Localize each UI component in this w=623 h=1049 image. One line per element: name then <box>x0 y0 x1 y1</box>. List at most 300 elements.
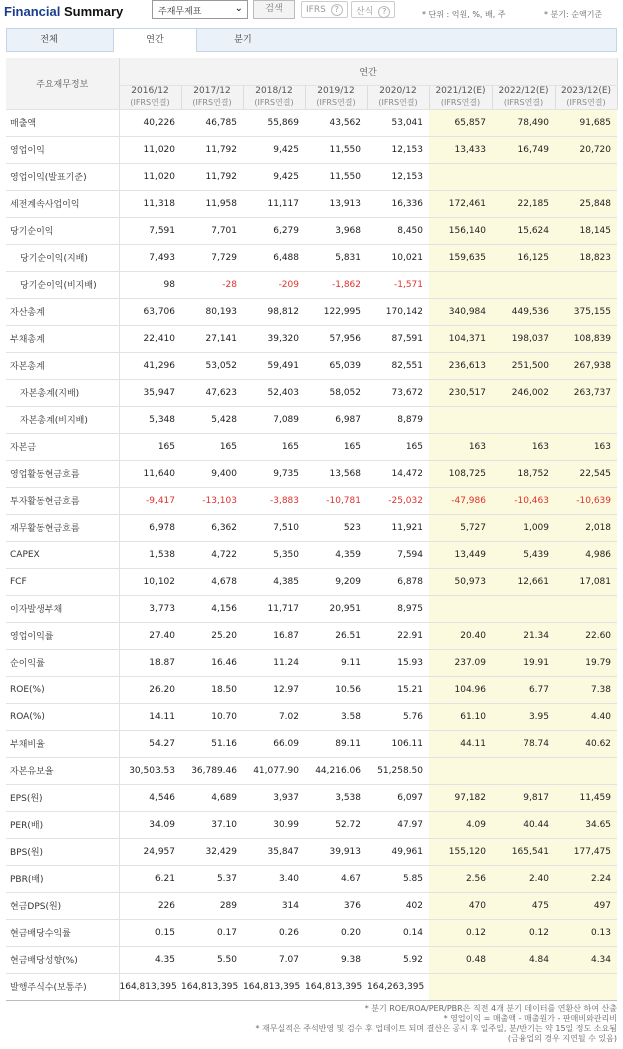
table-cell: 13,913 <box>305 190 367 217</box>
table-cell: 12.97 <box>243 676 305 703</box>
table-cell: 35,947 <box>119 379 181 406</box>
table-cell <box>492 406 555 433</box>
table-cell: 11,117 <box>243 190 305 217</box>
table-cell: 7.38 <box>555 676 617 703</box>
table-cell: 63,706 <box>119 298 181 325</box>
row-label: 부채총계 <box>6 325 119 352</box>
table-cell: 6.77 <box>492 676 555 703</box>
table-cell: -47,986 <box>429 487 492 514</box>
table-cell: 3,773 <box>119 595 181 622</box>
table-cell: 9.38 <box>305 946 367 973</box>
table-cell: -13,103 <box>181 487 243 514</box>
table-cell: 1,538 <box>119 541 181 568</box>
table-cell: 18,752 <box>492 460 555 487</box>
table-cell: 6,362 <box>181 514 243 541</box>
table-cell: 15.93 <box>367 649 429 676</box>
row-label: 순이익률 <box>6 649 119 676</box>
table-cell: 11,459 <box>555 784 617 811</box>
table-cell: 475 <box>492 892 555 919</box>
table-cell: 0.20 <box>305 919 367 946</box>
table-row <box>6 379 617 406</box>
table-cell: 267,938 <box>555 352 617 379</box>
table-cell: 44.11 <box>429 730 492 757</box>
table-cell: 5,727 <box>429 514 492 541</box>
row-label: FCF <box>6 568 119 595</box>
row-label: 당기순이익 <box>6 217 119 244</box>
table-cell: 230,517 <box>429 379 492 406</box>
column-period: 2023/12(E) <box>560 86 612 96</box>
table-cell: 6,978 <box>119 514 181 541</box>
table-cell: 40.62 <box>555 730 617 757</box>
table-cell: 165,541 <box>492 838 555 865</box>
table-row <box>6 487 617 514</box>
table-cell <box>429 271 492 298</box>
row-label: 부채비율 <box>6 730 119 757</box>
column-header <box>492 85 555 109</box>
table-row <box>6 217 617 244</box>
row-label: PBR(배) <box>6 865 119 892</box>
table-cell <box>492 163 555 190</box>
table-cell: 164,813,395 <box>119 973 181 1000</box>
table-cell: 4.35 <box>119 946 181 973</box>
table-cell: 51,258.50 <box>367 757 429 784</box>
table-cell: 19.91 <box>492 649 555 676</box>
table-cell: 89.11 <box>305 730 367 757</box>
table-cell: 108,839 <box>555 325 617 352</box>
unit-text: * 단위 : 억원, %, 배, 주 <box>422 10 506 19</box>
table-cell <box>555 271 617 298</box>
table-cell: 98,812 <box>243 298 305 325</box>
financial-summary-table <box>6 58 618 1001</box>
row-label: PER(배) <box>6 811 119 838</box>
select-value: 주재무제표 <box>158 7 202 17</box>
basis-text: * 분기: 순액기준 <box>544 10 603 19</box>
table-cell: 108,725 <box>429 460 492 487</box>
table-row <box>6 784 617 811</box>
table-cell: 27,141 <box>181 325 243 352</box>
table-cell: 16.46 <box>181 649 243 676</box>
table-cell: 226 <box>119 892 181 919</box>
table-cell: 5.92 <box>367 946 429 973</box>
table-cell: 16,125 <box>492 244 555 271</box>
table-cell: 7,701 <box>181 217 243 244</box>
table-cell <box>492 595 555 622</box>
table-cell: 10,102 <box>119 568 181 595</box>
table-cell: 9,735 <box>243 460 305 487</box>
table-cell: 10,021 <box>367 244 429 271</box>
table-cell: 289 <box>181 892 243 919</box>
table-cell: 39,913 <box>305 838 367 865</box>
column-header <box>429 85 492 109</box>
table-cell: 165 <box>181 433 243 460</box>
row-label: 자산총계 <box>6 298 119 325</box>
table-cell <box>429 163 492 190</box>
table-cell: 80,193 <box>181 298 243 325</box>
table-cell: 22.60 <box>555 622 617 649</box>
title-part2: Summary <box>63 4 124 19</box>
table-row <box>6 190 617 217</box>
row-label: ROE(%) <box>6 676 119 703</box>
column-header <box>555 85 617 109</box>
row-label: ROA(%) <box>6 703 119 730</box>
table-cell: 106.11 <box>367 730 429 757</box>
table-cell: 251,500 <box>492 352 555 379</box>
table-cell: -1,862 <box>305 271 367 298</box>
table-cell: 449,536 <box>492 298 555 325</box>
tab-all[interactable]: 전체 <box>40 35 58 45</box>
column-basis: (IFRS연결) <box>503 98 544 107</box>
table-cell: 25,848 <box>555 190 617 217</box>
table-cell: 55,869 <box>243 109 305 136</box>
table-cell: 4,156 <box>181 595 243 622</box>
table-cell: -10,463 <box>492 487 555 514</box>
footnote: (금융업의 경우 지연될 수 있음) <box>507 1034 617 1043</box>
table-cell: 164,813,395 <box>243 973 305 1000</box>
table-cell: 8,879 <box>367 406 429 433</box>
table-cell: 156,140 <box>429 217 492 244</box>
table-cell: 340,984 <box>429 298 492 325</box>
table-cell: 165 <box>305 433 367 460</box>
table-cell: 122,995 <box>305 298 367 325</box>
column-header <box>243 85 305 109</box>
table-cell: 37.10 <box>181 811 243 838</box>
table-cell: 0.48 <box>429 946 492 973</box>
table-cell: 6,097 <box>367 784 429 811</box>
table-cell: 10.56 <box>305 676 367 703</box>
column-header <box>367 85 429 109</box>
row-label: 현금배당수익률 <box>6 919 119 946</box>
table-cell: 5,831 <box>305 244 367 271</box>
table-cell: 11,792 <box>181 136 243 163</box>
table-cell: 9,817 <box>492 784 555 811</box>
table-cell: 6,279 <box>243 217 305 244</box>
table-cell: -10,781 <box>305 487 367 514</box>
table-cell: 87,591 <box>367 325 429 352</box>
table-cell <box>555 163 617 190</box>
table-cell: 73,672 <box>367 379 429 406</box>
row-label: 현금DPS(원) <box>6 892 119 919</box>
table-cell: 1,009 <box>492 514 555 541</box>
table-cell: 4,546 <box>119 784 181 811</box>
table-cell: 263,737 <box>555 379 617 406</box>
row-label: 영업이익률 <box>6 622 119 649</box>
table-row <box>6 406 617 433</box>
table-cell: 314 <box>243 892 305 919</box>
table-cell: 5,428 <box>181 406 243 433</box>
table-cell: 163 <box>429 433 492 460</box>
row-label: 현금배당성향(%) <box>6 946 119 973</box>
table-cell: 43,562 <box>305 109 367 136</box>
table-cell: 11,717 <box>243 595 305 622</box>
table-cell: 165 <box>119 433 181 460</box>
group-header: 연간 <box>119 58 617 85</box>
table-cell: 49,961 <box>367 838 429 865</box>
table-cell: 2.40 <box>492 865 555 892</box>
table-cell: 59,491 <box>243 352 305 379</box>
table-cell: 497 <box>555 892 617 919</box>
table-row <box>6 946 617 973</box>
table-cell: 4,385 <box>243 568 305 595</box>
table-row <box>6 541 617 568</box>
table-cell: 237.09 <box>429 649 492 676</box>
table-cell: 51.16 <box>181 730 243 757</box>
table-cell: 20.40 <box>429 622 492 649</box>
row-label: 당기순이익(비지배) <box>6 271 119 298</box>
column-basis: (IFRS연결) <box>566 98 606 107</box>
column-basis: (IFRS연결) <box>130 98 170 107</box>
table-cell: 5.85 <box>367 865 429 892</box>
table-cell: 2,018 <box>555 514 617 541</box>
table-cell: 0.12 <box>429 919 492 946</box>
table-cell: 65,857 <box>429 109 492 136</box>
table-cell: 0.14 <box>367 919 429 946</box>
table-cell: 6.21 <box>119 865 181 892</box>
title-part1: Financial <box>4 4 61 19</box>
table-cell: 0.15 <box>119 919 181 946</box>
table-cell: 9,425 <box>243 163 305 190</box>
table-cell: 50,973 <box>429 568 492 595</box>
table-row <box>6 352 617 379</box>
table-cell: 15.21 <box>367 676 429 703</box>
table-row <box>6 136 617 163</box>
table-cell: 22,410 <box>119 325 181 352</box>
table-cell: 4.34 <box>555 946 617 973</box>
table-cell: 19.79 <box>555 649 617 676</box>
table-cell: 20,720 <box>555 136 617 163</box>
table-cell: 35,847 <box>243 838 305 865</box>
table-cell: 4.09 <box>429 811 492 838</box>
table-cell: 13,433 <box>429 136 492 163</box>
table-cell: 3,937 <box>243 784 305 811</box>
table-cell: 5,439 <box>492 541 555 568</box>
row-label: 발행주식수(보통주) <box>6 973 119 1000</box>
footnotes <box>97 1004 617 1044</box>
table-cell: 57,956 <box>305 325 367 352</box>
table-cell: 36,789.46 <box>181 757 243 784</box>
table-cell: 2.24 <box>555 865 617 892</box>
table-cell: 97,182 <box>429 784 492 811</box>
table-row <box>6 919 617 946</box>
table-cell: 7.07 <box>243 946 305 973</box>
table-cell: 13,449 <box>429 541 492 568</box>
table-row <box>6 271 617 298</box>
table-cell: -209 <box>243 271 305 298</box>
table-cell: 9.11 <box>305 649 367 676</box>
row-label: 당기순이익(지배) <box>6 244 119 271</box>
table-cell: 11,792 <box>181 163 243 190</box>
column-period: 2021/12(E) <box>435 86 486 96</box>
table-cell: 16,336 <box>367 190 429 217</box>
table-cell <box>555 973 617 1000</box>
statement-type-select[interactable] <box>152 0 248 19</box>
column-period: 2017/12 <box>193 86 231 96</box>
table-cell: 0.26 <box>243 919 305 946</box>
toolbar <box>0 0 623 24</box>
table-row <box>6 244 617 271</box>
table-row <box>6 595 617 622</box>
table-cell: 11,640 <box>119 460 181 487</box>
table-cell: 20,951 <box>305 595 367 622</box>
table-row <box>6 676 617 703</box>
table-row <box>6 649 617 676</box>
table-cell: 44,216.06 <box>305 757 367 784</box>
table-row <box>6 865 617 892</box>
table-cell: 164,813,395 <box>305 973 367 1000</box>
table-cell: 3.58 <box>305 703 367 730</box>
column-period: 2022/12(E) <box>498 86 549 96</box>
table-cell: 4,678 <box>181 568 243 595</box>
ifrs-label: IFRS <box>306 5 326 15</box>
table-cell: 6,878 <box>367 568 429 595</box>
table-cell: 47.97 <box>367 811 429 838</box>
table-cell: 61.10 <box>429 703 492 730</box>
table-cell <box>492 973 555 1000</box>
table-cell: 7.02 <box>243 703 305 730</box>
table-cell: 3,968 <box>305 217 367 244</box>
table-cell: 46,785 <box>181 109 243 136</box>
row-label: 세전계속사업이익 <box>6 190 119 217</box>
table-cell: 0.17 <box>181 919 243 946</box>
column-period: 2018/12 <box>255 86 293 96</box>
column-header <box>181 85 243 109</box>
table-cell: 4.67 <box>305 865 367 892</box>
table-cell: 98 <box>119 271 181 298</box>
table-cell: 0.12 <box>492 919 555 946</box>
table-cell: 9,425 <box>243 136 305 163</box>
table-cell <box>555 757 617 784</box>
row-label: BPS(원) <box>6 838 119 865</box>
table-cell: 11,958 <box>181 190 243 217</box>
table-cell: 40,226 <box>119 109 181 136</box>
table-cell: 164,813,395 <box>181 973 243 1000</box>
table-cell: 24,957 <box>119 838 181 865</box>
table-cell: 3.40 <box>243 865 305 892</box>
table-cell: 104.96 <box>429 676 492 703</box>
table-cell: 39,320 <box>243 325 305 352</box>
row-header: 주요재무정보 <box>6 58 119 109</box>
tab-annual[interactable]: 연간 <box>113 29 197 52</box>
table-cell <box>492 271 555 298</box>
table-cell: 4,689 <box>181 784 243 811</box>
table-cell: 12,661 <box>492 568 555 595</box>
table-cell: 32,429 <box>181 838 243 865</box>
table-cell: 8,975 <box>367 595 429 622</box>
table-cell: 11,020 <box>119 136 181 163</box>
table-cell: 8,450 <box>367 217 429 244</box>
table-cell: 155,120 <box>429 838 492 865</box>
table-cell: 18.87 <box>119 649 181 676</box>
column-basis: (IFRS연결) <box>192 98 232 107</box>
table-cell <box>555 406 617 433</box>
table-cell: 7,729 <box>181 244 243 271</box>
help-icon: ? <box>331 4 343 16</box>
table-cell: 7,594 <box>367 541 429 568</box>
formula-help-button[interactable] <box>351 1 395 18</box>
row-label: 이자발생부채 <box>6 595 119 622</box>
table-cell: 26.20 <box>119 676 181 703</box>
table-cell: 7,510 <box>243 514 305 541</box>
table-cell: 376 <box>305 892 367 919</box>
table-cell: 27.40 <box>119 622 181 649</box>
table-row <box>6 514 617 541</box>
table-row <box>6 109 617 136</box>
search-button[interactable]: 검색 <box>253 0 295 19</box>
table-cell: 11,921 <box>367 514 429 541</box>
table-cell: 0.13 <box>555 919 617 946</box>
column-header <box>305 85 367 109</box>
table-row <box>6 892 617 919</box>
table-cell: 5,348 <box>119 406 181 433</box>
table-row <box>6 973 617 1000</box>
chevron-down-icon: ⌄ <box>234 3 243 14</box>
table-cell: 12,153 <box>367 163 429 190</box>
table-cell: 12,153 <box>367 136 429 163</box>
table-cell: 5,350 <box>243 541 305 568</box>
table-cell: 523 <box>305 514 367 541</box>
column-period: 2016/12 <box>131 86 169 96</box>
table-cell: 53,041 <box>367 109 429 136</box>
table-cell: 18.50 <box>181 676 243 703</box>
page-title <box>4 4 123 19</box>
table-cell: 159,635 <box>429 244 492 271</box>
table-cell: 41,077.90 <box>243 757 305 784</box>
table-cell: 4.40 <box>555 703 617 730</box>
table-row <box>6 622 617 649</box>
table-cell: 7,493 <box>119 244 181 271</box>
row-label: 자본유보율 <box>6 757 119 784</box>
table-cell: 7,591 <box>119 217 181 244</box>
table-cell: 82,551 <box>367 352 429 379</box>
table-cell: 16,749 <box>492 136 555 163</box>
column-basis: (IFRS연결) <box>378 98 418 107</box>
table-row <box>6 325 617 352</box>
table-cell: 65,039 <box>305 352 367 379</box>
row-label: 자본총계(지배) <box>6 379 119 406</box>
table-cell: 15,624 <box>492 217 555 244</box>
column-header <box>119 85 181 109</box>
table-cell: 16.87 <box>243 622 305 649</box>
tab-quarterly[interactable]: 분기 <box>234 35 252 45</box>
table-cell: 3,538 <box>305 784 367 811</box>
table-cell: 41,296 <box>119 352 181 379</box>
table-cell <box>429 973 492 1000</box>
footnote: * 분기 ROE/ROA/PER/PBR은 직전 4개 분기 데이터를 연환산 하여 산출 <box>364 1004 617 1013</box>
ifrs-help-button[interactable] <box>301 1 348 18</box>
table-cell: -3,883 <box>243 487 305 514</box>
table-cell: 3.95 <box>492 703 555 730</box>
table-cell: 2.56 <box>429 865 492 892</box>
table-cell: 104,371 <box>429 325 492 352</box>
table-cell: 11,020 <box>119 163 181 190</box>
row-label: 영업활동현금흐름 <box>6 460 119 487</box>
column-basis: (IFRS연결) <box>440 98 481 107</box>
table-row <box>6 757 617 784</box>
table-row <box>6 163 617 190</box>
row-label: 투자활동현금흐름 <box>6 487 119 514</box>
table-cell <box>429 406 492 433</box>
table-cell: 13,568 <box>305 460 367 487</box>
table-cell: 170,142 <box>367 298 429 325</box>
table-cell: 470 <box>429 892 492 919</box>
table-cell: 34.65 <box>555 811 617 838</box>
formula-label: 산식 <box>356 7 374 17</box>
table-cell: 66.09 <box>243 730 305 757</box>
table-cell: 246,002 <box>492 379 555 406</box>
table-cell: 21.34 <box>492 622 555 649</box>
table-cell: 40.44 <box>492 811 555 838</box>
table-cell: 30.99 <box>243 811 305 838</box>
table-row <box>6 298 617 325</box>
